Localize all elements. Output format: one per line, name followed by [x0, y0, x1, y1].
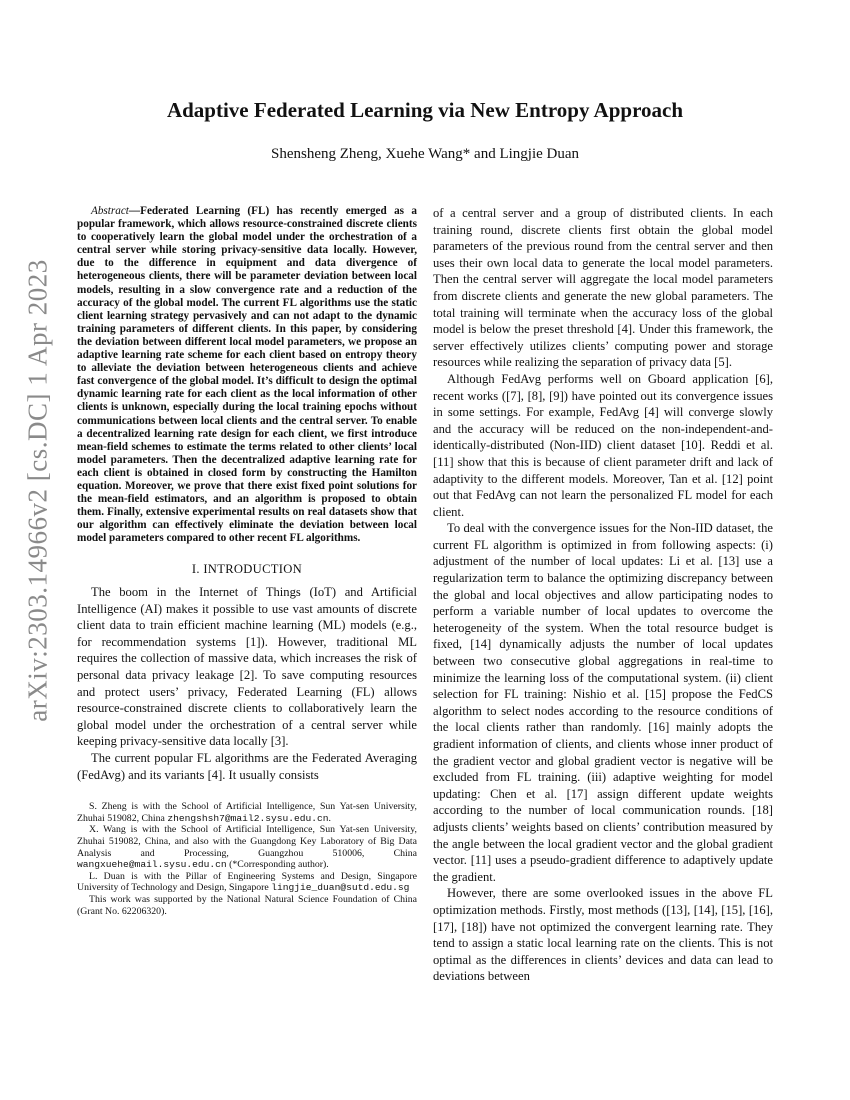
- left-column: [77, 205, 417, 917]
- footnote-duan-text: L. Duan is with the Pillar of Engineering Systems and Design, Singapore University of Technology and Design, Singapore: [77, 870, 417, 894]
- footnote-duan: [77, 871, 417, 894]
- footnote-zheng: [77, 801, 417, 824]
- footnote-funding: This work was supported by the National Natural Science Foundation of China (Grant No. 62206320).: [77, 893, 417, 917]
- footnote-wang-text: X. Wang is with the School of Artificial Intelligence, Sun Yat-sen University, Zhuhai 519082, China, and also with the Guangdong Key Laboratory of Big Data Analysis and Processing, Guangzhou 510006, China: [77, 824, 417, 859]
- footnote-wang-end: (*Corresponding author).: [226, 859, 329, 871]
- footnote-wang-email: wangxuehe@mail.sysu.edu.cn: [77, 859, 227, 871]
- abstract: [77, 205, 417, 545]
- footnote-zheng-end: .: [328, 812, 331, 824]
- section-heading-introduction: I. INTRODUCTION: [191, 562, 303, 577]
- arxiv-stamp: [18, 258, 58, 722]
- right-paragraph-3: To deal with the convergence issues for the Non-IID dataset, the current FL algorithm is optimized in from following aspects: (i) adjustment of the number of local updates: Li et al. [13] use a regularization term to balance the optimizing discrepancy between the global and local objectives and allow participating nodes to perform a variable number of local updates to overcome the heterogeneity of the system. When the total resource budget is fixed, [14] dynamically adjusts the number of local updates between two consecutive global aggregations in real-time to minimize the learning loss of the computational system. (ii) client selection for FL training: Nishio et al. [15] propose the FedCS algorithm to select nodes according to the resource conditions of the local clients rather than randomly. [16] mainly adopts the gradient information of clients, and clients whose inner product of the gradient vector and global gradient vector is negative will be excluded from FL training. (iii) adaptive weighting for model updating: Chen et al. [17] assign different update weights according to the number of local communication rounds. [18] adjusts clients’ weights based on clients’ contribution measured by the angle between the local gradient vector and the global gradient vector. [11] uses a pseudo-gradient difference to adaptively update the gradient.: [433, 521, 773, 884]
- abstract-text: Federated Learning (FL) has recently emerged as a popular framework, which allows resource-constrained discrete clients to cooperatively learn the global model under the orchestration of a central server while storing privacy-sensitive data locally. However, due to the difference in equipment and data divergence of heterogeneous clients, there will be parameter deviation between local models, resulting in a slow convergence rate and a reduction of the accuracy of the global model. The current FL algorithms use the static client learning strategy pervasively and can not adapt to the dynamic training parameters of different clients. In this paper, by considering the deviation between different local model parameters, we propose an adaptive learning rate scheme for each client based on entropy theory to alleviate the deviation between heterogeneous clients and achieve fast convergence of the global model. It’s difficult to design the optimal dynamic learning rate for each client as the local information of other clients is unknown, especially during the local training epochs without communications between local clients and the central server. To enable a decentralized learning rate design for each client, we first introduce mean-field schemes to estimate the terms related to other clients’ local model parameters. Then the decentralized adaptive learning rate for each client is obtained in closed form by constructing the Hamilton equation. Moreover, we prove that there exist fixed point solutions for the mean-field estimators, and an algorithm is proposed to obtain them. Finally, extensive experimental results on real datasets show that our algorithm can effectively eliminate the deviation between local model parameters compared to other recent FL algorithms.: [77, 205, 417, 545]
- right-paragraph-4: However, there are some overlooked issues in the above FL optimization methods. Firstly, most methods ([13], [14], [15], [16], [17], [18]) have not optimized the convergent learning rate. They tend to assign a static local learning rate on the clients. This is not optimal as the differences in clients’ devices and data can lead to deviations between: [433, 886, 773, 984]
- right-paragraph-2: Although FedAvg performs well on Gboard application [6], recent works ([7], [8], [9]) have pointed out its convergence issues in some settings. For example, FedAvg [4] will converge slowly and the accuracy will be reduced on the non-independent-and-identically-distributed (Non-IID) client dataset [10]. Reddi et al. [11] show that this is because of client parameter drift and lack of adaptivity to the different models. Moreover, Tan et al. [12] point out that FedAvg can not learn the personalized FL model for each client.: [433, 371, 773, 519]
- footnotes: [77, 801, 417, 917]
- arxiv-stamp-text: arXiv:2303.14966v2 [cs.DC] 1 Apr 2023: [22, 258, 53, 722]
- footnote-duan-email: lingjie_duan@sutd.edu.sg: [271, 882, 410, 894]
- intro-paragraph-2: The current popular FL algorithms are the Federated Averaging (FedAvg) and its variants [4]. It usually consists: [77, 750, 417, 782]
- abstract-lead: Abstract: [91, 205, 129, 217]
- paper-authors: Shensheng Zheng, Xuehe Wang* and Lingjie Duan: [270, 146, 580, 162]
- right-paragraph-1: of a central server and a group of distributed clients. In each training round, discrete clients first obtain the global model parameters of the previous round from the central server and then uses their own local data to generate the local model parameters. Then the central server will aggregate the local model parameters from discrete clients and generate the new global parameters. The total training will terminate when the accuracy loss of the global model is below the preset threshold [4]. Under this framework, the server effectively utilizes clients’ computing power and storage resources while realizing the separation of privacy data [5].: [433, 206, 773, 370]
- paper-title: Adaptive Federated Learning via New Entropy Approach: [166, 98, 684, 122]
- footnote-zheng-email: zhengshsh7@mail2.sysu.edu.cn: [167, 812, 329, 824]
- footnote-zheng-text: S. Zheng is with the School of Artificial Intelligence, Sun Yat-sen University, Zhuhai 519082, China: [77, 801, 417, 824]
- footnote-wang: [77, 824, 417, 870]
- abstract-dash: —: [128, 205, 141, 217]
- right-column: [433, 205, 773, 985]
- intro-paragraph-1: The boom in the Internet of Things (IoT) and Artificial Intelligence (AI) makes it possible to use vast amounts of discrete client data to train efficient machine learning (ML) models (e.g., for recommendation systems [1]). However, traditional ML requires the collection of massive data, which increases the risk of personal data privacy leakage [2]. To save computing resources and protect users’ privacy, Federated Learning (FL) allows resource-constrained discrete clients to collaboratively learn the global model under the orchestration of a central server while keeping privacy-sensitive data locally [3].: [77, 585, 417, 749]
